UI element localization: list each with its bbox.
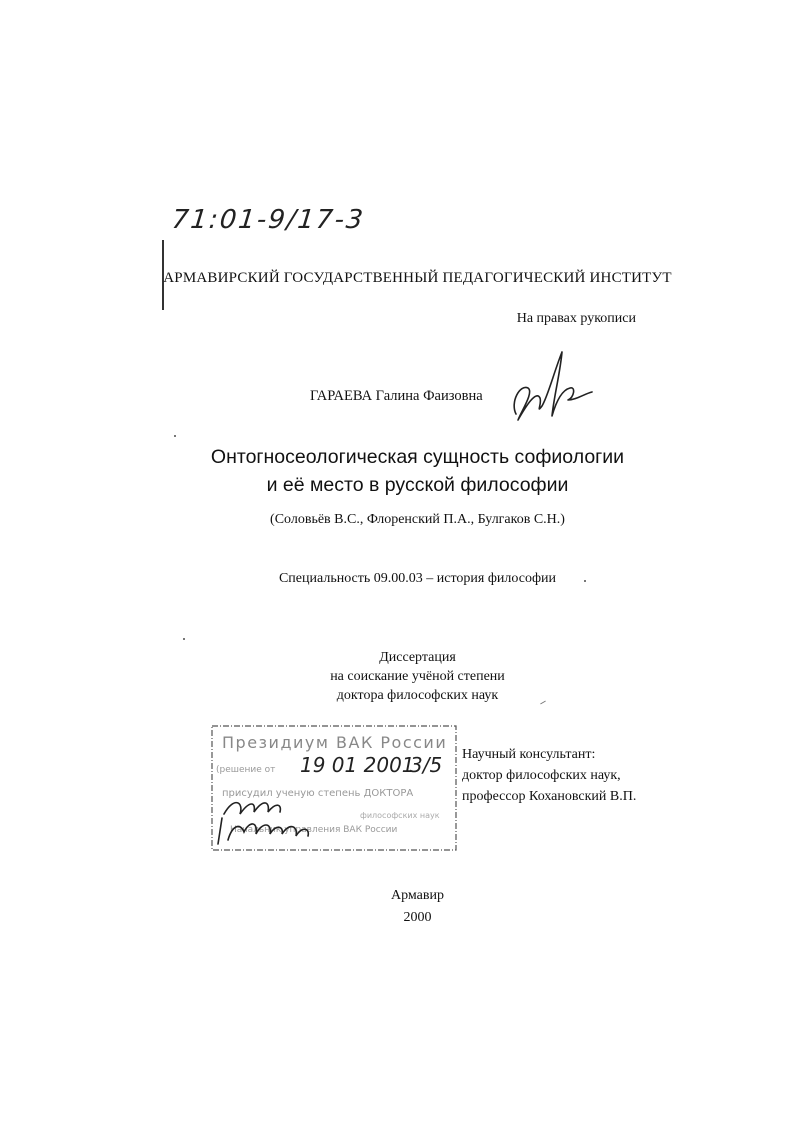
consultant-line-2: доктор философских наук, (462, 768, 621, 783)
author-name: ГАРАЕВА Галина Фаизовна (310, 388, 483, 404)
degree-block (0, 648, 795, 705)
title-line-2: и её место в русской философии (266, 474, 569, 496)
stamp-line-1: Президиум ВАК России (222, 733, 448, 752)
stamp-number: 3/5 (410, 753, 443, 777)
year: 2000 (403, 910, 432, 925)
author-signature (502, 344, 602, 430)
institute-name: АРМАВИРСКИЙ ГОСУДАРСТВЕННЫЙ ПЕДАГОГИЧЕСКИЙ ИНСТИТУТ (163, 270, 672, 286)
stamp-line-5: Начальник управления ВАК России (230, 825, 398, 835)
stamp-line-3: присудил ученую степень ДОКТОРА (222, 788, 414, 799)
city: Армавир (391, 888, 444, 903)
persons-list: (Соловьёв В.С., Флоренский П.А., Булгаков С.Н.) (270, 512, 565, 527)
scan-speck (183, 638, 185, 640)
archive-number: 71:01-9/17-3 (170, 205, 367, 235)
specialty: Специальность 09.00.03 – история философии (278, 571, 557, 586)
dissertation-title (0, 443, 795, 499)
degree-line-1: Диссертация (379, 650, 456, 665)
place-and-year (0, 885, 795, 929)
stamp-line-4: философских наук (360, 811, 440, 820)
vak-stamp (210, 722, 460, 852)
scientific-consultant (462, 744, 636, 807)
stamp-line-2: (решение от (216, 765, 276, 775)
degree-line-2: на соискание учёной степени (330, 669, 505, 684)
manuscript-rights: На правах рукописи (516, 311, 636, 326)
scan-speck (174, 435, 176, 437)
consultant-line-1: Научный консультант: (462, 747, 596, 762)
degree-line-3: доктора философских наук (336, 688, 499, 703)
stamp-date: 19 01 2001 (300, 753, 415, 777)
title-line-1: Онтогносеологическая сущность софиологии (210, 446, 625, 468)
scan-speck (584, 580, 586, 582)
consultant-line-3: профессор Кохановский В.П. (462, 789, 637, 804)
